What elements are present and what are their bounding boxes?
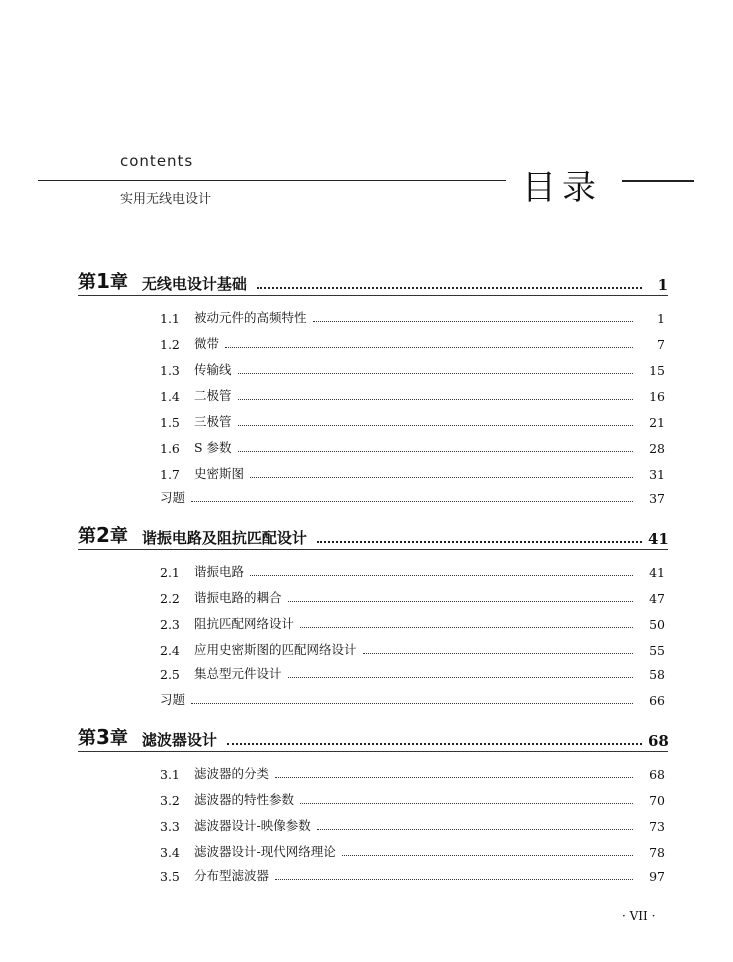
chapter-page: 68 [648, 732, 669, 750]
section-entry[interactable] [160, 614, 665, 632]
section-page: 55 [649, 643, 665, 658]
section-entry[interactable] [160, 764, 665, 782]
section-page: 31 [649, 467, 665, 482]
section-entry[interactable] [160, 816, 665, 834]
exercises-entry[interactable] [160, 488, 665, 506]
page-folio: · VII · [622, 909, 656, 923]
section-entry[interactable] [160, 790, 665, 808]
chapter-title: 无线电设计基础 [141, 275, 247, 293]
section-entry[interactable] [160, 640, 665, 658]
chapter-1-entry[interactable] [78, 270, 668, 294]
leader-dots [363, 653, 633, 654]
chapter-page: 41 [648, 530, 669, 548]
header-rule-right [622, 180, 694, 182]
leader-dots [238, 373, 633, 374]
leader-dots [250, 575, 633, 576]
section-page: 68 [649, 767, 665, 782]
section-title: 应用史密斯图的匹配网络设计 [194, 642, 357, 657]
leader-dots [238, 425, 633, 426]
section-number: 1.5 [160, 415, 180, 430]
section-page: 37 [649, 491, 665, 506]
section-number: 3.5 [160, 869, 180, 884]
section-page: 58 [649, 667, 665, 682]
chapter-title: 谐振电路及阻抗匹配设计 [141, 529, 307, 547]
section-page: 78 [649, 845, 665, 860]
section-page: 7 [657, 337, 665, 352]
section-title: 谐振电路 [194, 564, 245, 579]
section-page: 66 [649, 693, 665, 708]
section-title: 二极管 [194, 388, 232, 403]
section-entry[interactable] [160, 562, 665, 580]
chapter-number: 第2章 [78, 523, 128, 547]
section-title: 集总型元件设计 [194, 666, 282, 681]
section-number: 1.2 [160, 337, 180, 352]
chapter-3-entry[interactable] [78, 726, 668, 750]
section-entry[interactable] [160, 412, 665, 430]
section-number: 2.3 [160, 617, 180, 632]
chapter-number: 第1章 [78, 269, 128, 293]
section-entry[interactable] [160, 464, 665, 482]
leader-dots [342, 855, 633, 856]
leader-dots [191, 501, 633, 502]
section-number: 3.3 [160, 819, 180, 834]
section-page: 47 [649, 591, 665, 606]
exercises-entry[interactable] [160, 690, 665, 708]
section-title: 谐振电路的耦合 [194, 590, 282, 605]
leader-dots [238, 451, 633, 452]
section-page: 73 [649, 819, 665, 834]
section-title: 滤波器的特性参数 [194, 792, 295, 807]
leader-dots [317, 829, 633, 830]
section-number: 1.4 [160, 389, 180, 404]
section-title: 滤波器设计-现代网络理论 [194, 844, 336, 859]
section-number: 2.2 [160, 591, 180, 606]
section-title: 滤波器设计-映像参数 [194, 818, 311, 833]
leader-dots [191, 703, 633, 704]
section-title: 微带 [194, 336, 220, 351]
section-page: 50 [649, 617, 665, 632]
section-number: 1.3 [160, 363, 180, 378]
section-entry[interactable] [160, 588, 665, 606]
chapter-2-entry[interactable] [78, 524, 668, 548]
section-number: 3.4 [160, 845, 180, 860]
section-page: 70 [649, 793, 665, 808]
chapter-title: 滤波器设计 [141, 731, 217, 749]
leader-dots [238, 399, 633, 400]
leader-dots [250, 477, 633, 478]
section-entry[interactable] [160, 842, 665, 860]
section-page: 97 [649, 869, 665, 884]
leader-dots [225, 347, 633, 348]
section-number: 3.2 [160, 793, 180, 808]
chapter-number: 第3章 [78, 725, 128, 749]
section-page: 16 [649, 389, 665, 404]
section-title: 被动元件的高频特性 [194, 310, 307, 325]
leader-dots [275, 879, 633, 880]
section-number: 2.1 [160, 565, 180, 580]
section-entry[interactable] [160, 386, 665, 404]
section-title: 习题 [160, 692, 186, 707]
leader-dots [227, 743, 642, 745]
section-entry[interactable] [160, 438, 665, 456]
leader-dots [288, 677, 633, 678]
section-number: 2.4 [160, 643, 180, 658]
section-entry[interactable] [160, 308, 665, 326]
section-number: 1.1 [160, 311, 180, 326]
section-page: 15 [649, 363, 665, 378]
leader-dots [288, 601, 633, 602]
section-entry[interactable] [160, 360, 665, 378]
section-title: 传输线 [194, 362, 232, 377]
leader-dots [317, 541, 642, 543]
toc-heading: 目录 [522, 168, 602, 208]
section-title: 分布型滤波器 [194, 868, 270, 883]
section-title: 习题 [160, 490, 186, 505]
section-title: 阻抗匹配网络设计 [194, 616, 295, 631]
section-title: 滤波器的分类 [194, 766, 270, 781]
section-entry[interactable] [160, 664, 665, 682]
leader-dots [275, 777, 633, 778]
leader-dots [257, 287, 642, 289]
section-page: 21 [649, 415, 665, 430]
section-entry[interactable] [160, 334, 665, 352]
section-page: 41 [649, 565, 665, 580]
section-page: 28 [649, 441, 665, 456]
leader-dots [300, 803, 633, 804]
section-number: 3.1 [160, 767, 180, 782]
section-page: 1 [657, 311, 665, 326]
section-number: 2.5 [160, 667, 180, 682]
leader-dots [300, 627, 633, 628]
book-subtitle: 实用无线电设计 [120, 192, 212, 207]
contents-label: contents [120, 152, 194, 170]
section-number: 1.6 [160, 441, 180, 456]
section-title: 三极管 [194, 414, 232, 429]
chapter-page: 1 [657, 276, 668, 294]
leader-dots [313, 321, 633, 322]
header-rule-left [38, 180, 506, 181]
section-title: 史密斯图 [194, 466, 245, 481]
section-entry[interactable] [160, 866, 665, 884]
section-title: S 参数 [194, 440, 232, 455]
section-number: 1.7 [160, 467, 180, 482]
